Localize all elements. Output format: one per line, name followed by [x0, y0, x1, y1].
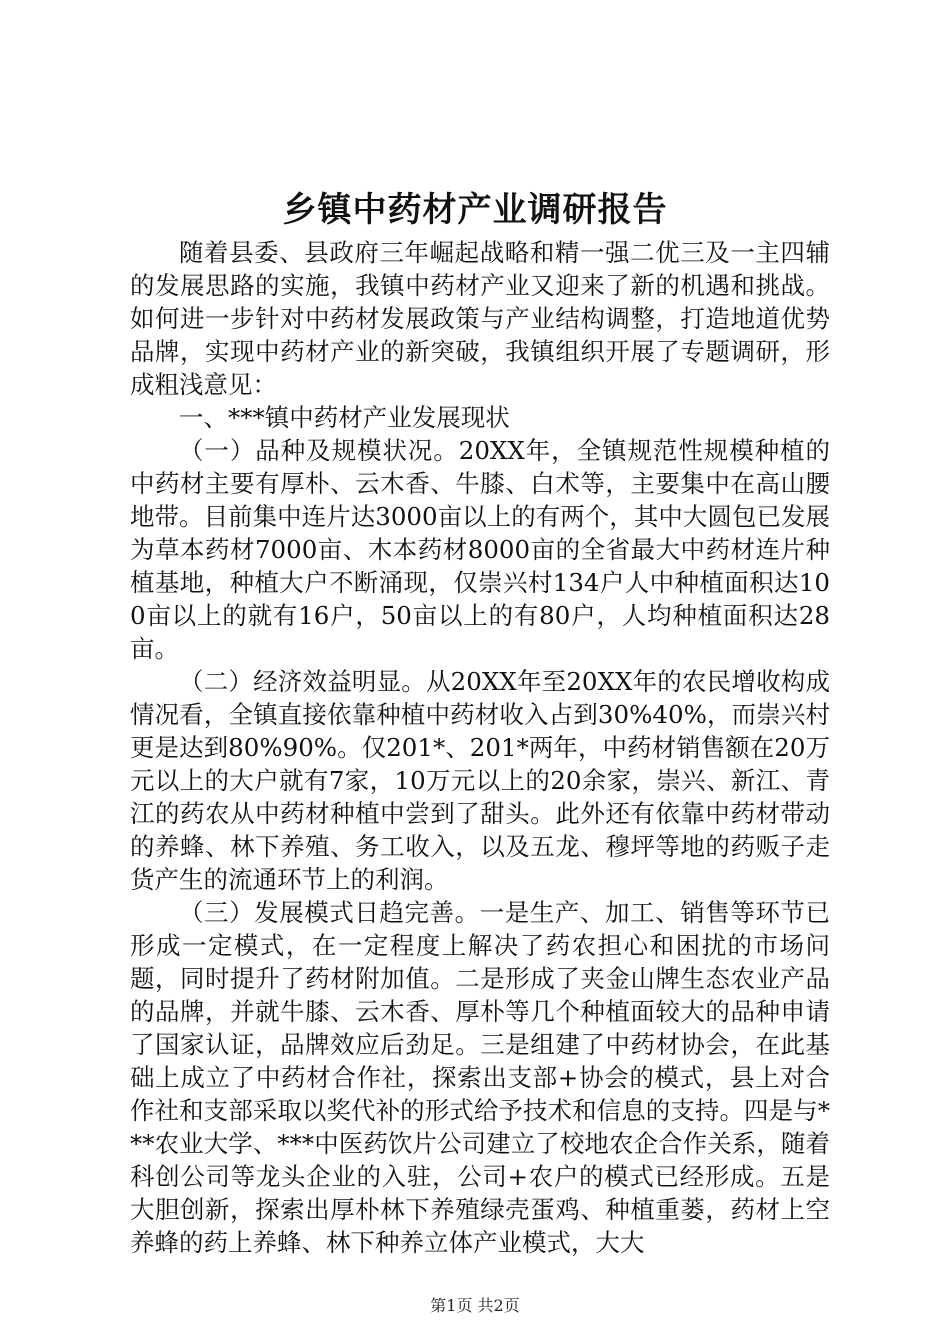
intro-paragraph: 随着县委、县政府三年崛起战略和精一强二优三及一主四辅的发展思路的实施，我镇中药材产业又迎来了新的机遇和挑战。如何进一步针对中药材发展政策与产业结构调整，打造地道优势品牌，实现中药材产业的新突破，我镇组织开展了专题调研，形成粗浅意见：	[130, 238, 830, 399]
document-body	[130, 236, 830, 1259]
page-number: 第1页 共2页	[430, 1296, 520, 1315]
section-heading: 一、***镇中药材产业发展现状	[179, 403, 510, 432]
document-title: 乡镇中药材产业调研报告	[282, 190, 668, 230]
paragraph-economic-benefit: （二）经济效益明显。从20XX年至20XX年的农民增收构成情况看，全镇直接依靠种植中药材收入占到30%40%，而崇兴村更是达到80%90%。仅201*、201*两年，中药材销售额在20万元以上的大户就有7家，10万元以上的20余家，崇兴、新江、青江的药农从中药材种植中尝到了甜头。此外还有依靠中药材带动的养蜂、林下养殖、务工收入，以及五龙、穆坪等地的药贩子走货产生的流通环节上的利润。	[130, 667, 831, 894]
paragraph-development-model: （三）发展模式日趋完善。一是生产、加工、销售等环节已形成一定模式，在一定程度上解决了药农担心和困扰的市场问题，同时提升了药材附加值。二是形成了夹金山牌生态农业产品的品牌，并就牛膝、云木香、厚朴等几个种植面较大的品种申请了国家认证，品牌效应后劲足。三是组建了中药材协会，在此基础上成立了中药材合作社，探索出支部+协会的模式，县上对合作社和支部采取以奖代补的形式给予技术和信息的支持。四是与***农业大学、***中医药饮片公司建立了校地农企合作关系，随着科创公司等龙头企业的入驻，公司+农户的模式已经形成。五是大胆创新，探索出厚朴林下养殖绿壳蛋鸡、种植重蒌，药材上空养蜂的药上养蜂、林下种养立体产业模式，大大	[130, 898, 830, 1257]
paragraph-variety-scale: （一）品种及规模状况。20XX年，全镇规范性规模种植的中药材主要有厚朴、云木香、牛膝、白术等，主要集中在高山腰地带。目前集中连片达3000亩以上的有两个，其中大圆包已发展为草本药材7000亩、木本药材8000亩的全省最大中药材连片种植基地，种植大户不断涌现，仅崇兴村134户人中种植面积达100亩以上的就有16户，50亩以上的有80户，人均种植面积达28亩。	[130, 436, 830, 663]
